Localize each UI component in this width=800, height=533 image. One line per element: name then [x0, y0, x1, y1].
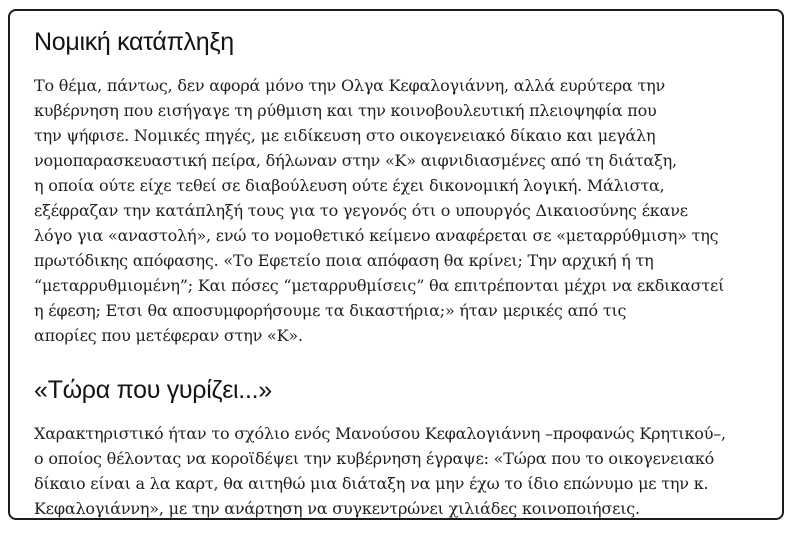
paragraph-line: λόγο για «αναστολή», ενώ το νομοθετικό κείμενο αναφέρεται σε «μεταρρύθμιση» της	[34, 226, 719, 245]
section-paragraph	[34, 421, 762, 521]
section-heading: Νομική κατάπληξη	[34, 28, 234, 56]
paragraph-line: η οποία ούτε είχε τεθεί σε διαβούλευση ούτε έχει δικονομική λογική. Μάλιστα,	[34, 176, 665, 195]
paragraph-line: “μεταρρυθμιομένη”; Και πόσες “μεταρρυθμίσεις” θα επιτρέπονται μέχρι να εκδικαστεί	[34, 276, 725, 295]
paragraph-line: Χαρακτηριστικό ήταν το σχόλιο ενός Μανούσου Κεφαλογιάννη –προφανώς Κρητικού–,	[34, 424, 726, 443]
paragraph-line: κυβέρνηση που εισήγαγε τη ρύθμιση και την κοινοβουλευτική πλειοψηφία που	[34, 101, 657, 120]
paragraph-line: πρωτόδικης απόφασης. «Το Εφετείο ποια απόφαση θα κρίνει; Την αρχική ή τη	[34, 251, 654, 270]
paragraph-line: απορίες που μετέφεραν στην «Κ».	[34, 326, 303, 345]
paragraph-line: δίκαιο είναι a λα καρτ, θα αιτηθώ μια διάταξη να μην έχω το ίδιο επώνυμο με την κ.	[34, 474, 709, 493]
article-frame	[8, 9, 784, 520]
paragraph-line: νομοπαρασκευαστική πείρα, δήλωναν στην «Κ» αιφνιδιασμένες από τη διάταξη,	[34, 151, 677, 170]
article-section-now-that-it-turns	[34, 373, 762, 521]
paragraph-line: η έφεση; Ετσι θα αποσυμφορήσουμε τα δικαστήρια;» ήταν μερικές από τις	[34, 301, 627, 320]
paragraph-line: ο οποίος θέλοντας να κοροϊδέψει την κυβέρνηση έγραψε: «Τώρα που το οικογενειακό	[34, 449, 715, 468]
paragraph-line: Το θέμα, πάντως, δεν αφορά μόνο την Ολγα Κεφαλογιάννη, αλλά ευρύτερα την	[34, 76, 666, 95]
section-heading: «Τώρα που γυρίζει...»	[34, 376, 272, 404]
section-paragraph	[34, 73, 762, 348]
article-section-legal-astonishment	[34, 25, 762, 348]
paragraph-line: Κεφαλογιάννη», με την ανάρτηση να συγκεντρώνει χιλιάδες κοινοποιήσεις.	[34, 499, 640, 518]
paragraph-line: εξέφραζαν την κατάπληξή τους για το γεγονός ότι ο υπουργός Δικαιοσύνης έκανε	[34, 201, 688, 220]
paragraph-line: την ψήφισε. Νομικές πηγές, με ειδίκευση στο οικογενειακό δίκαιο και μεγάλη	[34, 126, 656, 145]
